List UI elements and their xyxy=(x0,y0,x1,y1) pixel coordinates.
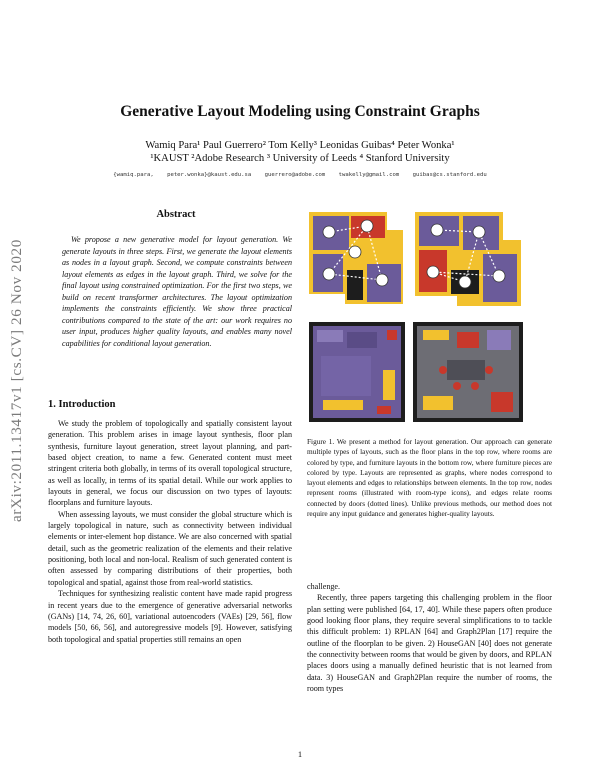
authors-line: Wamiq Para¹ Paul Guerrero² Tom Kelly³ Leonidas Guibas⁴ Peter Wonka¹ xyxy=(145,140,455,151)
abstract-heading: Abstract xyxy=(156,209,196,220)
intro-paragraph-2: When assessing layouts, we must consider the global structure which is largely topological in nature, such as connectivity between individual elements or inter-element hop distance. We are also concerned with spatial detail, such as the geometric realization of the elements and their relative positioning, both local and non-local. Realism of such generated content is often assessed by comparing distributions of their properties, both topological and spatial, against those from real-world statistics. xyxy=(48,509,292,587)
col2-paragraph-0: challenge. xyxy=(307,582,341,591)
intro-paragraph-3: Techniques for synthesizing realistic content have made rapid progress in recent years due to the emergence of generative adversarial networks (GANs) [14, 74, 26, 60], variational autoencoders (VAEs) [29, 56], flow models [50, 66, 56], and autoregressive models [9]. However, satisfying both topological and spatial properties still remains an open xyxy=(48,589,292,644)
paper-title: Generative Layout Modeling using Constraint Graphs xyxy=(120,103,480,120)
room-node xyxy=(459,276,471,288)
room-node xyxy=(376,274,388,286)
intro-heading: 1. Introduction xyxy=(48,399,116,410)
room-node xyxy=(323,268,335,280)
room-node xyxy=(323,226,335,238)
arxiv-stamp: arXiv:2011.13417v1 [cs.CV] 26 Nov 2020 xyxy=(8,239,25,522)
furniture-panel-2 xyxy=(413,322,523,422)
abstract-text: We propose a new generative model for layout generation. We generate layouts in three steps. First, we generate the layout elements as nodes in a layout graph. Second, we compute constraints between layout elements as edges in the layout graph. Third, we solve for the final layout using constrained optimization. For the first two steps, we build on recent transformer architectures. The layout optimization implements the constraints efficiently. We show three practical contributions compared to the state of the art: our work requires no user input, produces higher quality layouts, and enables many novel capabilities for conditional layout generation. xyxy=(62,235,292,348)
room-node xyxy=(427,266,439,278)
right-column-body xyxy=(307,581,552,694)
room-node xyxy=(349,246,361,258)
floorplan-panel-1 xyxy=(309,212,403,304)
emails-line: {wamiq.para, peter.wonka}@kaust.edu.sa guerrero@adobe.com twakelly@gmail.com guibas@cs.stanford.edu xyxy=(113,172,487,178)
room-node xyxy=(493,270,505,282)
intro-body xyxy=(48,418,292,645)
room-node xyxy=(361,220,373,232)
furniture-panel-1 xyxy=(309,322,405,422)
floorplan-panel-2 xyxy=(415,212,521,306)
figure-1 xyxy=(307,210,553,426)
figure-caption: Figure 1. We present a method for layout generation. Our approach can generate multiple types of layouts, such as the floor plans in the top row, where rooms are colored by type, and furniture layouts in the bottom row, where furniture pieces are colored by type. Layouts are represented as graphs, where nodes correspond to layout elements and edges to relationships between elements. In the top row, nodes represent rooms (illustrated with room-type icons), and edges relate rooms connected by doors (dotted lines). Unlike previous methods, our method does not require any input guidance and generates higher-quality layouts. xyxy=(307,437,552,519)
intro-paragraph-1: We study the problem of topologically and spatially consistent layout generation. This problem arises in image layout synthesis, floor plan synthesis, furniture layout generation, street layout planning, and part-based object creation, to name a few. Generated content must meet stringent criteria both globally, in terms of its overall topological structure, as well as locally, in terms of its spatial detail. While our work applies to layouts in general, we focus our discussion on two types of layouts: floorplans and furniture layouts. xyxy=(48,419,292,508)
room-node xyxy=(473,226,485,238)
page-number: 1 xyxy=(297,749,303,759)
col2-paragraph-1: Recently, three papers targeting this challenging problem in the floor plan setting were published [64, 17, 40]. While these papers often produce good looking floor plans, they require several simplifications to to tackle this difficult problem: 1) RPLAN [64] and Graph2Plan [17] require the outline of the floorplan to be given. 2) HouseGAN [40] does not generate the connectivity between rooms that would be given by doors, and RPLAN places doors using a manually defined heuristic that is not learned from data. 3) HouseGAN and Graph2Plan require the number of rooms, the room types xyxy=(307,593,552,694)
room-node xyxy=(431,224,443,236)
affiliations-line: ¹KAUST ²Adobe Research ³ University of Leeds ⁴ Stanford University xyxy=(150,153,450,164)
author-block xyxy=(60,139,540,165)
